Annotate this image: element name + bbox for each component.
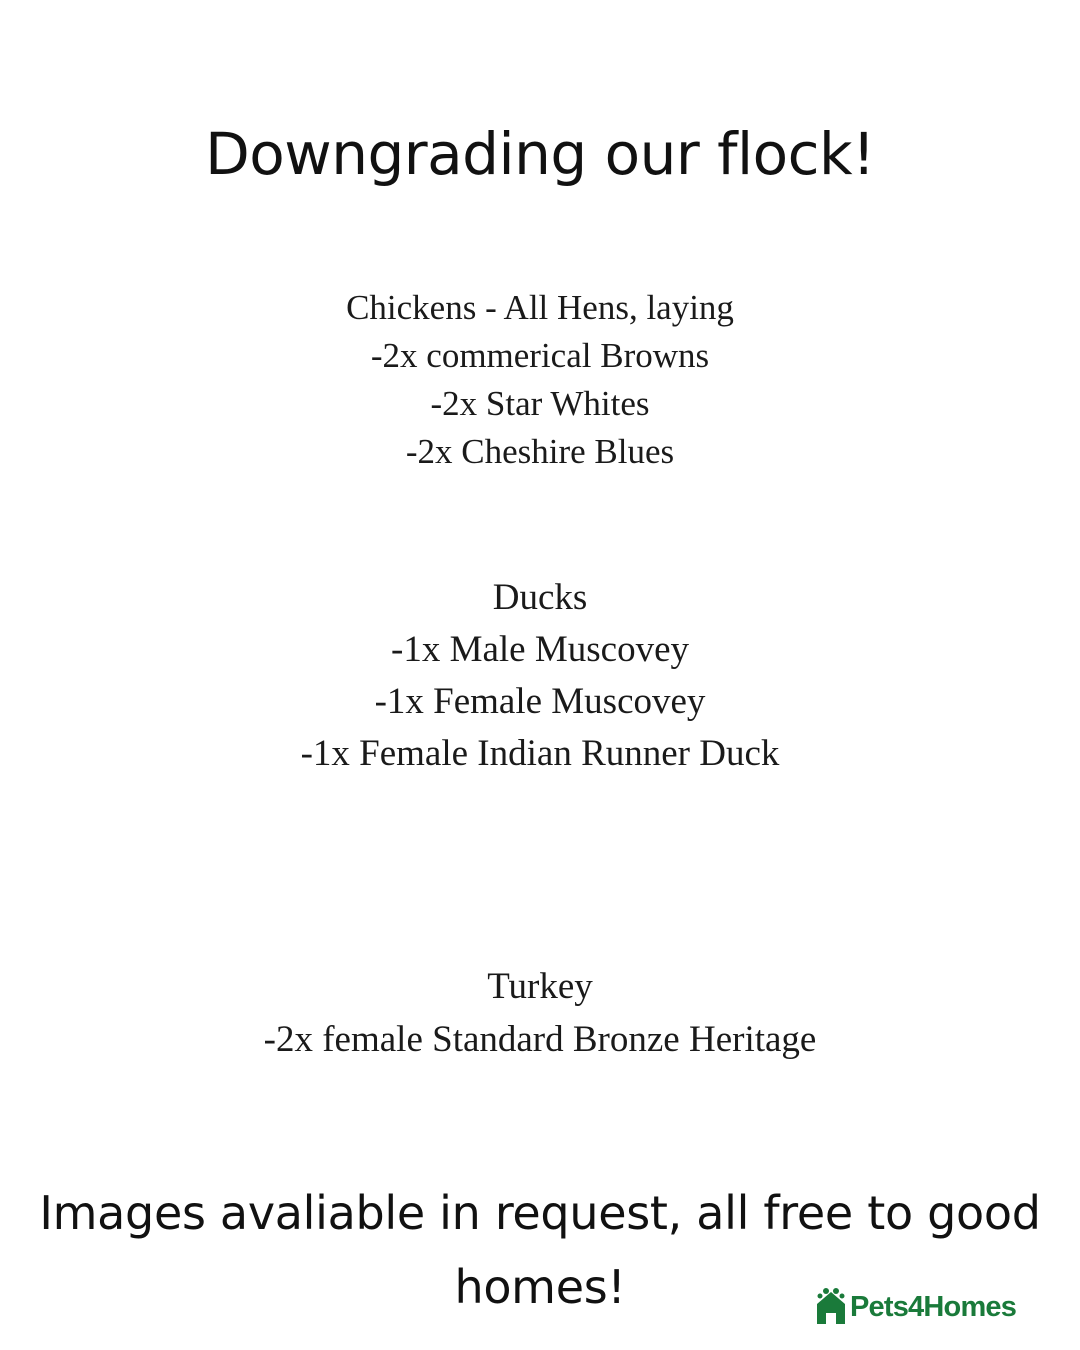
ducks-section	[0, 572, 1080, 780]
page-title: Downgrading our flock!	[205, 120, 875, 188]
ducks-item: -1x Female Muscovey	[374, 681, 706, 722]
chickens-heading: Chickens - All Hens, laying	[346, 288, 734, 327]
chickens-item: -2x commerical Browns	[370, 336, 710, 375]
ducks-item: -1x Male Muscovey	[391, 629, 689, 670]
logo-text: Pets4Homes	[850, 1290, 1017, 1323]
ducks-heading: Ducks	[492, 577, 588, 618]
turkey-heading: Turkey	[487, 966, 593, 1007]
footer-line-2: homes!	[454, 1260, 626, 1314]
chickens-item: -2x Cheshire Blues	[405, 432, 675, 471]
pets4homes-logo	[814, 1284, 1044, 1330]
footer-line-1: Images avaliable in request, all free to good	[39, 1186, 1041, 1240]
turkey-section	[0, 960, 1080, 1066]
chickens-item: -2x Star Whites	[430, 384, 650, 423]
ducks-item: -1x Female Indian Runner Duck	[300, 733, 780, 774]
chickens-section	[0, 284, 1080, 476]
turkey-item: -2x female Standard Bronze Heritage	[263, 1019, 817, 1060]
house-paw-icon	[814, 1287, 848, 1327]
